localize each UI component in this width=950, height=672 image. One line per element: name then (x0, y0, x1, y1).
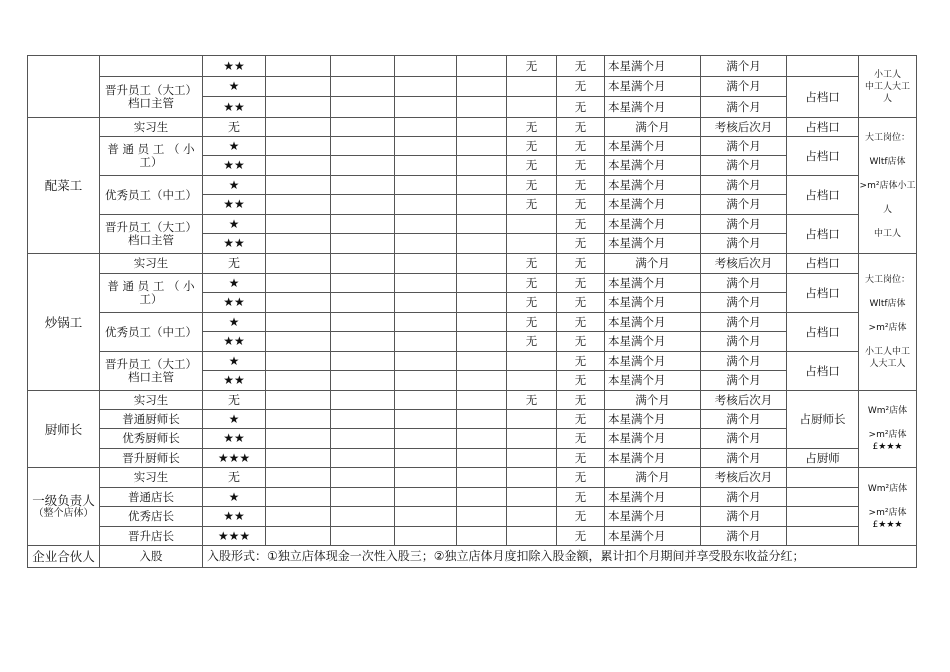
table-row: 普通店长 ★ 无 本星满个月 满个月 (28, 488, 917, 507)
table-row: 晋升员工（大工）档口主管 ★ 无 本星满个月 满个月 占档口 (28, 352, 917, 371)
stall-cell: 占档口 (787, 254, 859, 274)
position-cell: 实习生 (100, 118, 203, 137)
star-cell: ★★ (203, 97, 266, 118)
note-cell: 小工人 中工人大工 人 (859, 56, 917, 118)
stall-cell: 占档口 (787, 274, 859, 313)
note-cell: 大工岗位： Wltf店体 >m²店体小工 人 中工人 (859, 118, 917, 254)
table-row: 普 通 员 工 （ 小 工） ★ 无 无 本星满个月 满个月 占档口 (28, 137, 917, 156)
table-row: 配菜工 实习生 无 无 无 满个月 考核后次月 占档口 大工岗位： Wltf店体 >m²店体小工 人 中工人 (28, 118, 917, 137)
position-cell: 普 通 员 工 （ 小 工） (100, 137, 203, 176)
table-row: 优秀店长 ★★ 无 本星满个月 满个月 (28, 507, 917, 527)
position-cell: 晋升员工（大工）档口主管 (100, 352, 203, 391)
stall-cell: 占档口 (787, 118, 859, 137)
position-cell: 晋升厨师长 (100, 449, 203, 468)
table-row: 晋升员工（大工）档口主管 ★ 无 本星满个月 满个月 占档口 (28, 77, 917, 97)
stall-cell: 占厨师 (787, 449, 859, 468)
note-cell: 大工岗位： Wltf店体 >m²店体 小工人中工 人大工人 (859, 254, 917, 391)
table-row: 炒锅工 实习生 无 无 无 满个月 考核后次月 占档口 大工岗位： Wltf店体 >m²店体 小工人中工 人大工人 (28, 254, 917, 274)
position-cell: 晋升店长 (100, 527, 203, 546)
position-cell: 优秀店长 (100, 507, 203, 527)
table-row: ★★ 无 本星满个月 满个月 (28, 371, 917, 391)
document-page (27, 55, 916, 578)
stall-cell: 占档口 (787, 215, 859, 254)
position-cell: 实习生 (100, 391, 203, 410)
note-cell: Wm²店体 >m²店体 £★★★ (859, 468, 917, 546)
table-row: ★★ 无 本星满个月 满个月 (28, 97, 917, 118)
position-cell: 普通厨师长 (100, 410, 203, 429)
position-cell: 晋升员工（大工）档口主管 (100, 77, 203, 118)
table-row: ★★ 无 无 本星满个月 满个月 小工人 中工人大工 人 (28, 56, 917, 77)
stall-cell: 占档口 (787, 313, 859, 352)
table-row (28, 546, 917, 568)
table-row: ★★ 无 无 本星满个月 满个月 (28, 195, 917, 215)
table-row: 厨师长 实习生 无 无 无 满个月 考核后次月 占厨师长 Wm²店体 >m²店体 £★★★ (28, 391, 917, 410)
table-row: 优秀员工（中工） ★ 无 无 本星满个月 满个月 占档口 (28, 313, 917, 332)
table-row: 一级负责人 （整个店体） 实习生 无 无 满个月 考核后次月 Wm²店体 >m²店体 £★★★ (28, 468, 917, 488)
partner-description: 入股形式：①独立店体现金一次性入股三；②独立店体月度扣除入股金额，累计扣个月期间并享受股东收益分红； (203, 546, 917, 568)
star-cell: ★★ (203, 56, 266, 77)
category-cell: 配菜工 (28, 118, 100, 254)
category-cell: 厨师长 (28, 391, 100, 468)
promotion-table (27, 55, 917, 568)
table-row: 优秀厨师长 ★★ 无 本星满个月 满个月 (28, 429, 917, 449)
position-cell: 优秀厨师长 (100, 429, 203, 449)
position-cell: 晋升员工（大工）档口主管 (100, 215, 203, 254)
position-cell: 优秀员工（中工） (100, 313, 203, 352)
table-row: 晋升店长 ★★★ 无 本星满个月 满个月 (28, 527, 917, 546)
table-row: ★★ 无 无 本星满个月 满个月 (28, 332, 917, 352)
table-row: ★★ 无 无 本星满个月 满个月 (28, 156, 917, 176)
stall-cell: 占厨师长 (787, 391, 859, 449)
position-cell: 实习生 (100, 254, 203, 274)
table-row: 晋升员工（大工）档口主管 ★ 无 本星满个月 满个月 占档口 (28, 215, 917, 234)
table-row: 普 通 员 工 （ 小 工） ★ 无 无 本星满个月 满个月 占档口 (28, 274, 917, 293)
stall-cell: 占档口 (787, 352, 859, 391)
position-cell: 普 通 员 工 （ 小 工） (100, 274, 203, 313)
position-cell-empty (100, 56, 203, 77)
star-cell: ★ (203, 77, 266, 97)
table-row: 普通厨师长 ★ 无 本星满个月 满个月 (28, 410, 917, 429)
note-cell: Wm²店体 >m²店体 £★★★ (859, 391, 917, 468)
stall-cell: 占档口 (787, 137, 859, 176)
position-cell: 入股 (100, 546, 203, 568)
category-cell: 企业合伙人 (28, 546, 100, 568)
table-row: ★★ 无 本星满个月 满个月 (28, 234, 917, 254)
table-row: 优秀员工（中工） ★ 无 无 本星满个月 满个月 占档口 (28, 176, 917, 195)
category-cell-empty (28, 56, 100, 118)
table-row: 晋升厨师长 ★★★ 无 本星满个月 满个月 占厨师 (28, 449, 917, 468)
category-cell: 一级负责人 （整个店体） (28, 468, 100, 546)
stall-cell: 占档口 (787, 77, 859, 118)
position-cell: 实习生 (100, 468, 203, 488)
table-row: ★★ 无 无 本星满个月 满个月 (28, 293, 917, 313)
stall-cell: 占档口 (787, 176, 859, 215)
position-cell: 普通店长 (100, 488, 203, 507)
position-cell: 优秀员工（中工） (100, 176, 203, 215)
category-cell: 炒锅工 (28, 254, 100, 391)
